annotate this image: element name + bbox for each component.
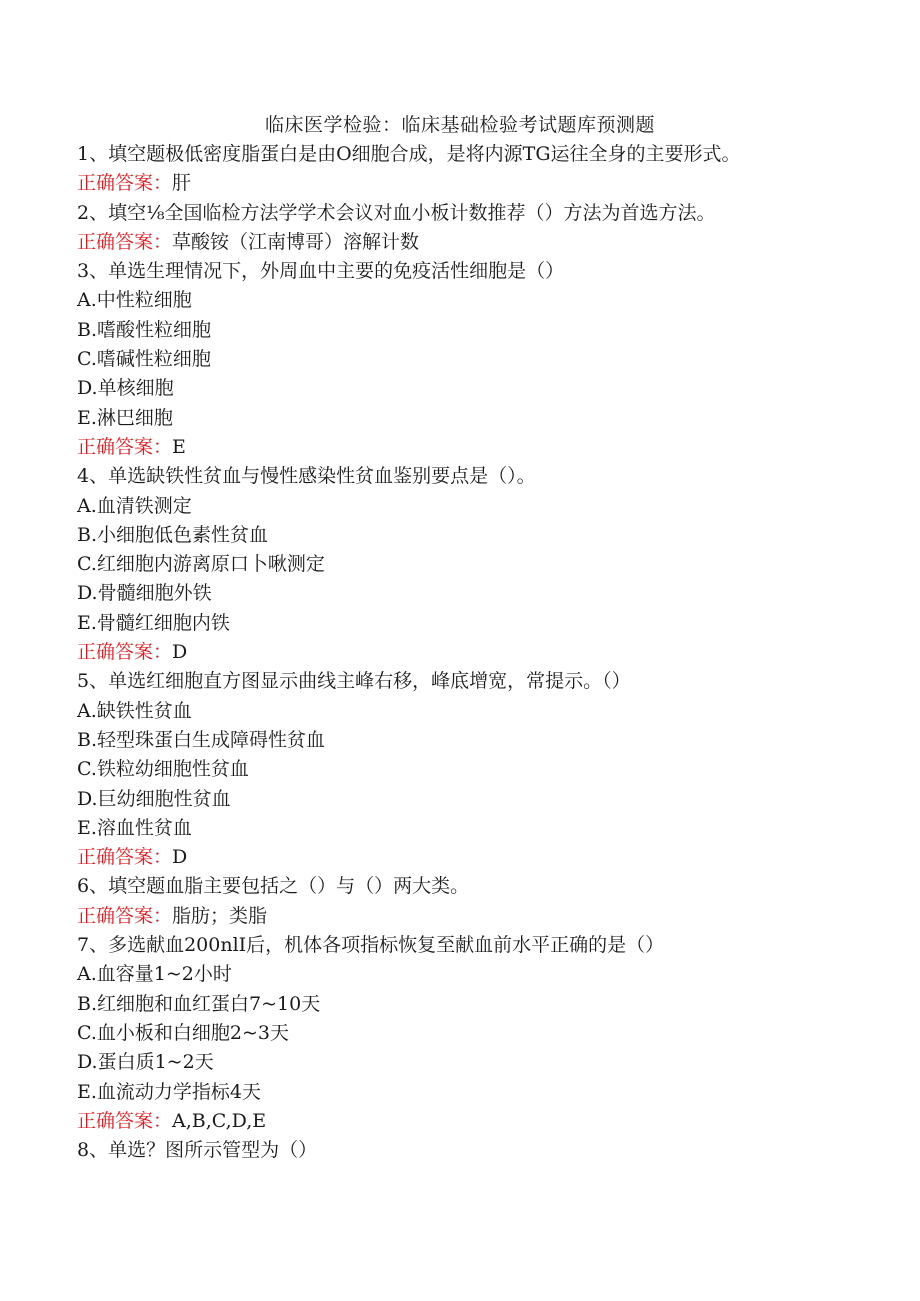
question-option: D.骨髓细胞外铁 [77,582,212,605]
answer-label: 正确答案： [77,435,173,458]
question-option: A.血容量1~2小时 [77,963,232,986]
question-stem: 7、多选献血200nlI后，机体各项指标恢复至献血前水平正确的是（） [77,934,665,957]
question-block [77,872,812,931]
question-option: E.血流动力学指标4天 [77,1080,261,1103]
answer-label: 正确答案： [77,172,173,195]
answer-label: 正确答案： [77,230,173,253]
question-option: B.小细胞低色素性贫血 [77,523,269,546]
question-list [77,140,812,1165]
answer-value: D [172,846,188,869]
question-option: C.铁粒幼细胞性贫血 [77,758,249,781]
question-option: A.缺铁性贫血 [77,699,192,722]
question-stem: 4、单选缺铁性贫血与慢性感染性贫血鉴别要点是（）。 [77,465,536,488]
answer-label: 正确答案： [77,641,173,664]
answer-line [77,433,812,462]
answer-line [77,1107,812,1136]
answer-line [77,843,812,872]
answer-label: 正确答案： [77,846,173,869]
answer-value: 草酸铵（江南博哥）溶解计数 [172,230,420,253]
document-title: 临床医学检验：临床基础检验考试题库预测题 [264,114,655,136]
question-block [77,931,812,1136]
question-option: C.红细胞内游离原口卜啾测定 [77,553,325,576]
question-block [77,1136,812,1165]
question-option: A.中性粒细胞 [77,289,192,312]
answer-label: 正确答案： [77,1109,173,1132]
question-option: E.淋巴细胞 [77,406,173,429]
question-stem: 2、填空⅛全国临检方法学学术会议对血小板计数推荐（）方法为首选方法。 [77,201,716,224]
question-block [77,462,812,667]
question-option: D.单核细胞 [77,377,174,400]
answer-value: A,B,C,D,E [172,1109,267,1132]
question-option: C.血小板和白细胞2~3天 [77,1021,289,1044]
question-option: E.溶血性贫血 [77,816,192,839]
question-option: D.蛋白质1~2天 [77,1051,214,1074]
question-option: C.嗜碱性粒细胞 [77,348,211,371]
answer-value: D [172,641,188,664]
answer-line [77,228,812,257]
question-option: E.骨髓红细胞内铁 [77,611,230,634]
question-stem: 6、填空题血脂主要包括之（）与（）两大类。 [77,875,470,898]
answer-label: 正确答案： [77,904,173,927]
question-block [77,199,812,258]
question-block [77,257,812,462]
answer-value: 肝 [172,172,192,195]
answer-line [77,638,812,667]
question-stem: 3、单选生理情况下，外周血中主要的免疫活性细胞是（） [77,260,565,283]
answer-value: 脂肪；类脂 [172,904,268,927]
question-block [77,667,812,872]
question-stem: 1、填空题极低密度脂蛋白是由O细胞合成，是将内源TG运往全身的主要形式。 [77,143,741,165]
question-option: B.嗜酸性粒细胞 [77,318,212,341]
question-option: B.轻型珠蛋白生成障碍性贫血 [77,728,326,751]
question-option: A.血清铁测定 [77,494,192,517]
question-option: B.红细胞和血红蛋白7~10天 [77,992,321,1015]
answer-value: E [172,435,186,458]
question-block [77,140,812,199]
question-stem: 8、单选？图所示管型为（） [77,1139,318,1162]
question-option: D.巨幼细胞性贫血 [77,787,231,810]
answer-line [77,169,812,198]
answer-line [77,902,812,931]
question-stem: 5、单选红细胞直方图显示曲线主峰右移，峰底增宽，常提示。（） [77,670,631,693]
